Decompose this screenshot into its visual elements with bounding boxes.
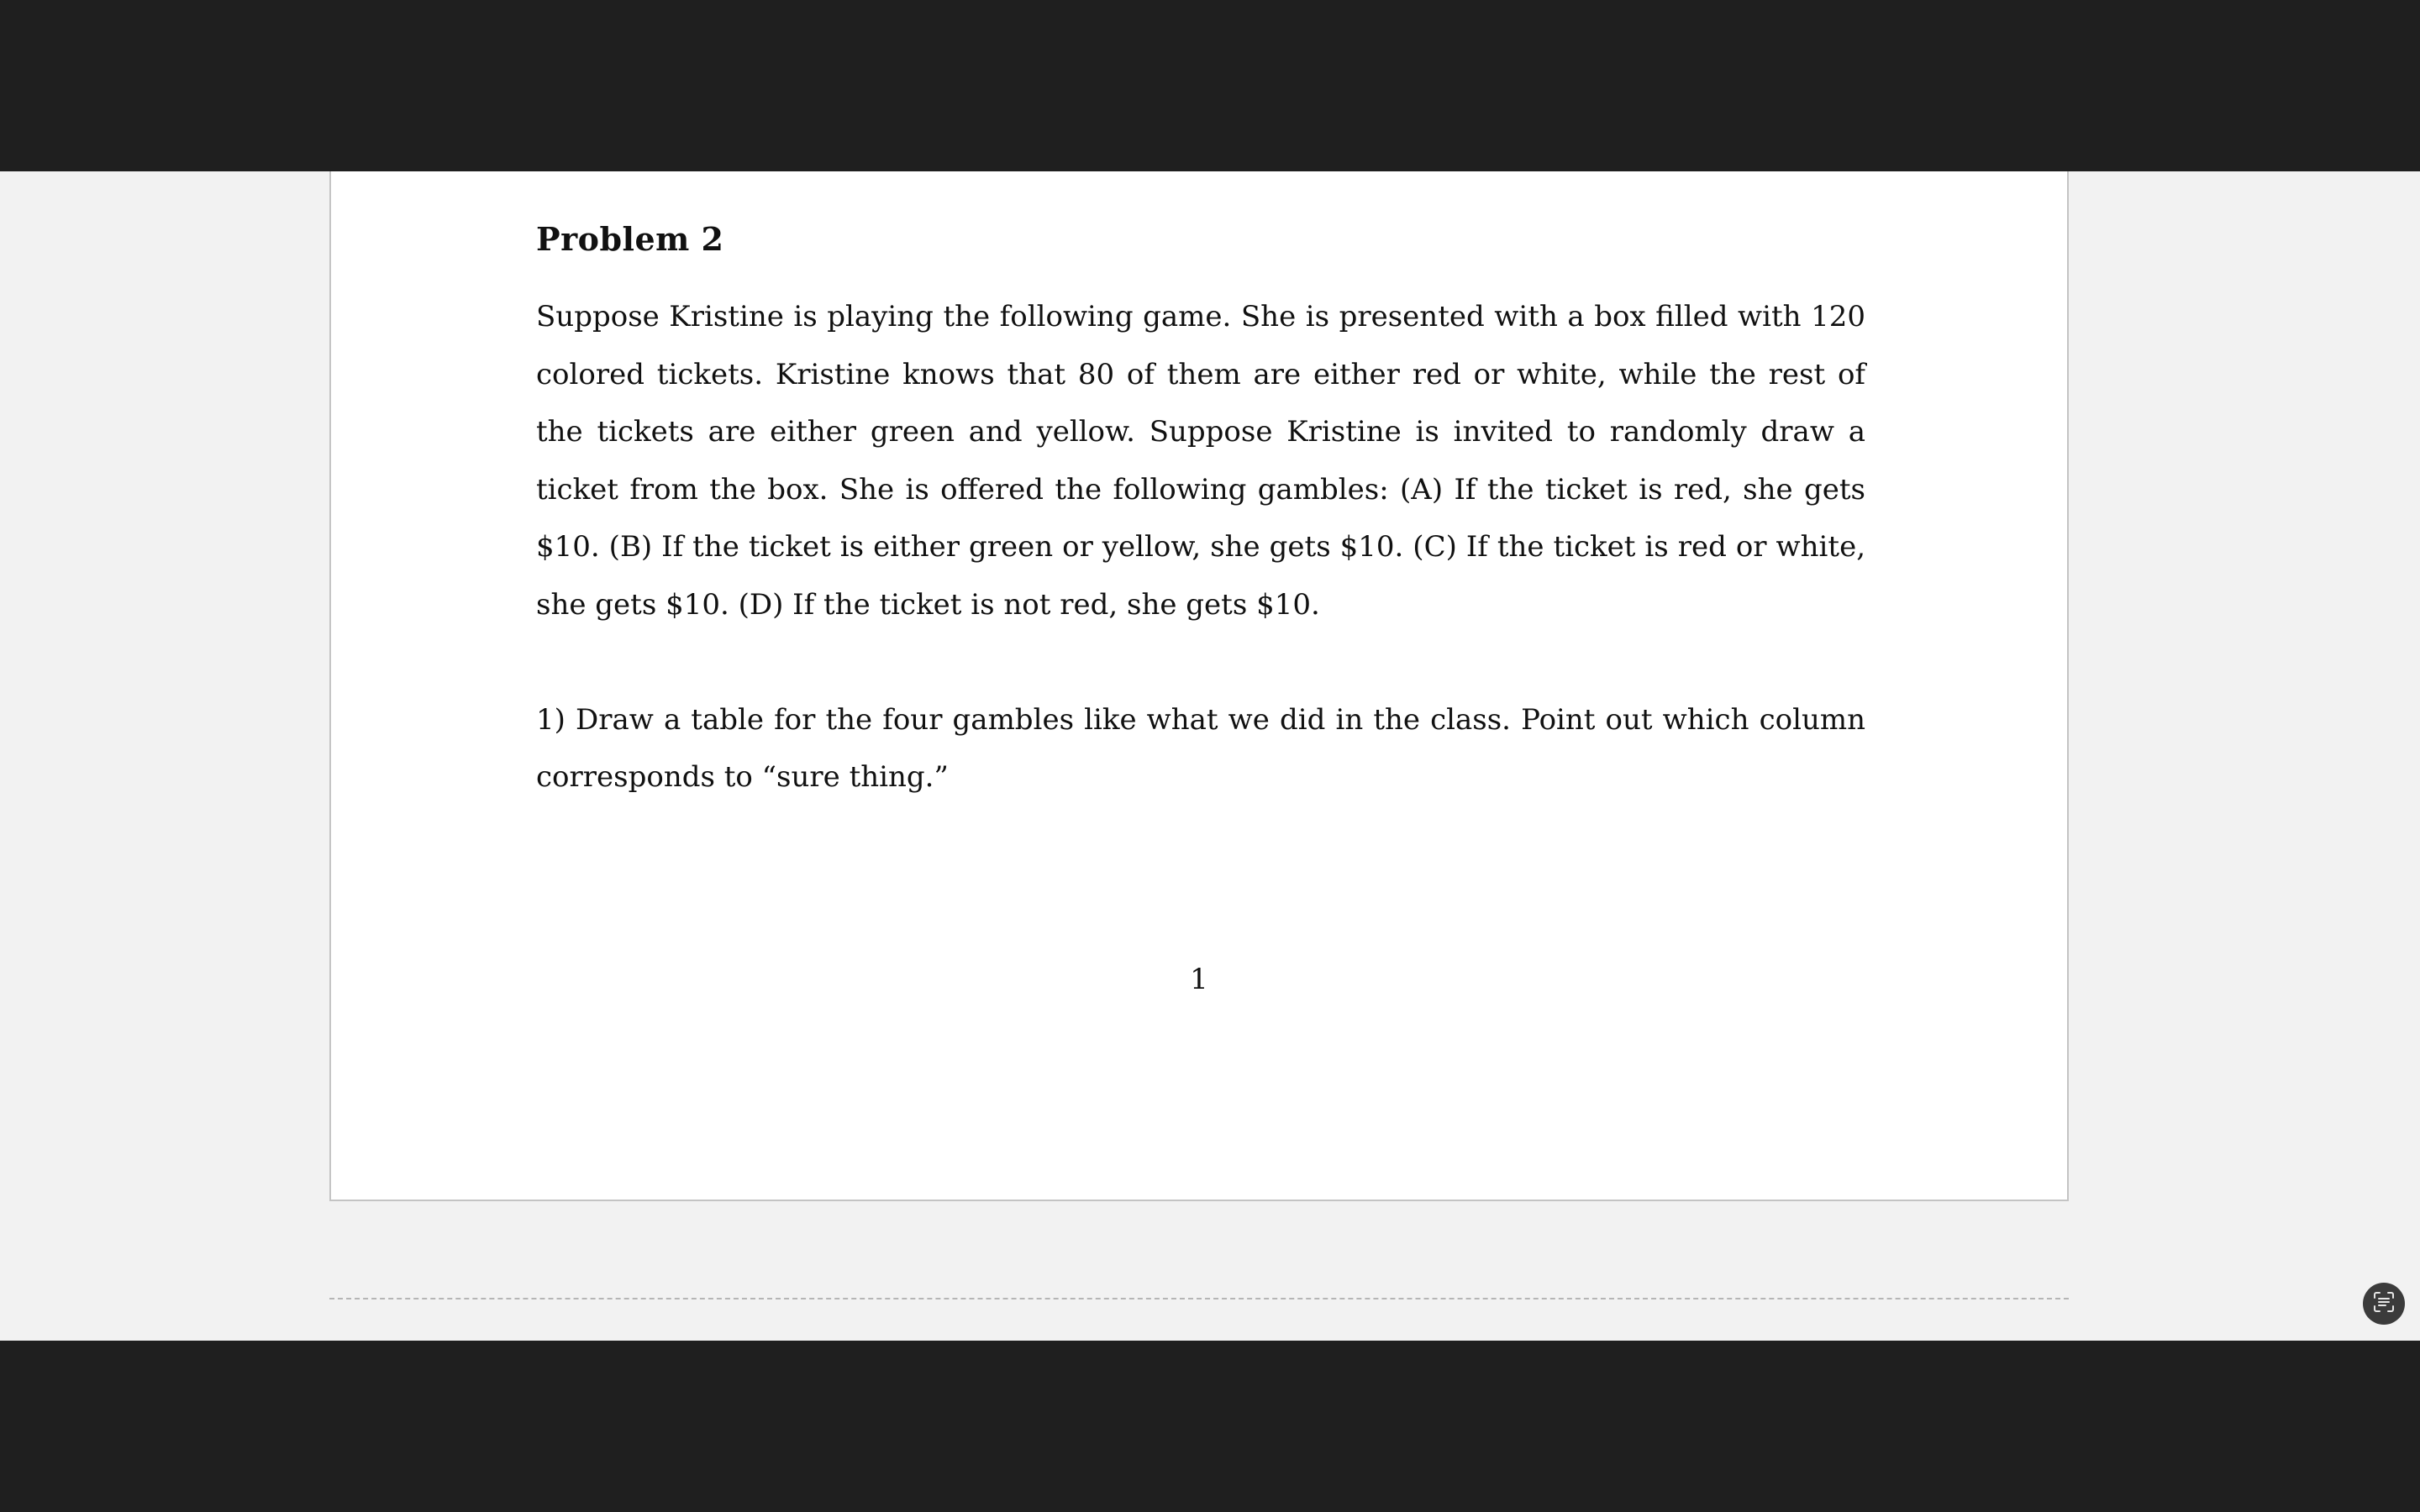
text-recognition-icon (2372, 1290, 2396, 1317)
page-number: 1 (1190, 963, 1208, 996)
bottom-bar-area (0, 1341, 2420, 1512)
problem-paragraph: Suppose Kristine is playing the following game. She is presented with a box filled with 120 colored tickets. Kristine knows that 80 of them are either red or white, while the rest of the tickets are either green and yellow. Suppose Kristine is invited to randomly draw a ticket from the box. She is offered the following gambles: (A) If the ticket is red, she gets $10. (B) If the ticket is either green or yellow, she gets $10. (C) If the ticket is red or white, she gets $10. (D) If the ticket is not red, she gets $10. (536, 300, 1865, 622)
question-paragraph: 1) Draw a table for the four gambles like what we did in the class. Point out which column corresponds to “sure thing.” (536, 702, 1865, 795)
document-page (329, 171, 2069, 1201)
page-break-divider (329, 1298, 2069, 1299)
text-recognition-button[interactable] (2363, 1283, 2405, 1325)
problem-title: Problem 2 (536, 220, 724, 258)
top-toolbar-area (0, 0, 2420, 171)
document-viewer[interactable] (0, 171, 2420, 1341)
page-content (536, 220, 1865, 806)
